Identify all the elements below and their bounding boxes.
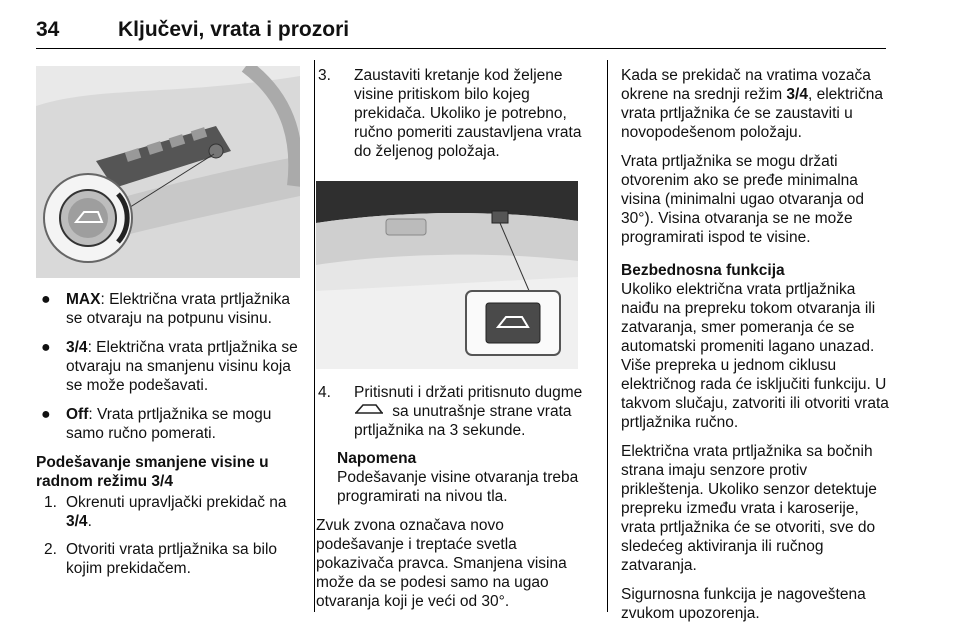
note-box (316, 449, 594, 506)
step-bold: 3/4 (66, 513, 88, 530)
column-divider-2 (607, 60, 608, 612)
door-switch-illustration (36, 66, 300, 278)
section-heading: Podešavanje smanjene visine u radnom režimu 3/4 (36, 454, 269, 490)
column-right (621, 66, 891, 623)
bullet-dot: ● (41, 406, 51, 423)
mode-description: : Električna vrata prtljažnika se otvaraju na potpunu visinu. (66, 291, 290, 327)
body-paragraph: Zvuk zvona označava novo podešavanje i treptaće svetla pokazivača pravca. Smanjena visina može da se podesi samo na ugao otvaranja koji je veći od 30°. (316, 517, 567, 611)
step-item (36, 540, 300, 578)
list-item (36, 290, 300, 328)
step-number: 3. (318, 67, 331, 84)
para-bold: 3/4 (786, 86, 808, 103)
page-number: 34 (36, 18, 60, 41)
body-paragraph: Električna vrata prtljažnika sa bočnih strana imaju senzore protiv prikleštenja. Ukoliko senzor detektuje prepreku između vrata i karoserije, vrata prtljažnika će se otvoriti, sve do sledećeg aktiviranja ili ručnog zatvaranja. (621, 443, 877, 574)
step-number: 4. (318, 384, 331, 401)
mode-description: : Vrata prtljažnika se mogu samo ručno pomerati. (66, 406, 272, 442)
column-middle (316, 66, 594, 611)
step-text: Pritisnuti i držati pritisnuto dugme (354, 384, 583, 401)
mode-term: 3/4 (66, 339, 88, 356)
body-paragraph: Ukoliko električna vrata prtljažnika naiđu na prepreku tokom otvaranja ili zatvaranja, smer pomeranja će se automatski promeniti lagano unazad. Više prepreka u jednom ciklusu električnog rada će isključiti funkciju. U takvom slučaju, zatvoriti ili otvoriti vrata prtljažnika ručno. (621, 281, 889, 431)
step-text-end: . (87, 513, 92, 530)
list-item (36, 338, 300, 395)
tailgate-button-illustration (316, 181, 578, 369)
para-text-end: , električna vrata prtljažnika će se zaustaviti u novopodešenom položaju. (621, 86, 883, 141)
note-text: Podešavanje visine otvaranja treba programirati na nivou tla. (337, 469, 579, 506)
chapter-title: Ključevi, vrata i prozori (118, 18, 350, 41)
mode-term: Off (66, 406, 89, 423)
step-text: Okrenuti upravljački prekidač na (66, 494, 287, 511)
step-number: 2. (44, 541, 57, 558)
column-left (36, 66, 300, 587)
note-title: Napomena (337, 450, 417, 468)
step-text-end: sa unutrašnje strane vrata prtljažnika na 3 sekunde. (354, 403, 572, 440)
step-text: Zaustaviti kretanje kod željene visine pritiskom bilo kojeg prekidača. Ukoliko je potrebno, ručno pomeriti zaustavljena vrata do željenog položaja. (354, 67, 582, 160)
column-divider-1 (314, 60, 315, 612)
step-number: 1. (44, 494, 57, 511)
step-item (36, 493, 300, 531)
header-divider (36, 48, 886, 49)
step-item (316, 66, 594, 161)
body-paragraph: Vrata prtljažnika se mogu držati otvorenim ako se pređe minimalna visina (minimalni ugao otvaranja od 30°). Visina otvaranja se ne može programirati ispod te visine. (621, 153, 864, 246)
bullet-dot: ● (41, 339, 51, 356)
body-paragraph (621, 66, 891, 142)
para-text: Kada se prekidač na vratima vozača okrene na srednji režim (621, 67, 871, 103)
step-item (316, 383, 594, 440)
mode-description: : Električna vrata prtljažnika se otvaraju na smanjenu visinu koja se može podešavati. (66, 339, 298, 394)
mode-term: MAX (66, 291, 101, 308)
list-item (36, 405, 300, 443)
mode-list (36, 290, 300, 443)
tailgate-icon (354, 402, 384, 421)
section-heading: Bezbednosna funkcija (621, 262, 785, 279)
step-text: Otvoriti vrata prtljažnika sa bilo kojim prekidačem. (66, 541, 278, 577)
bullet-dot: ● (41, 291, 51, 308)
body-paragraph: Sigurnosna funkcija je nagoveštena zvukom upozorenja. (621, 586, 866, 622)
